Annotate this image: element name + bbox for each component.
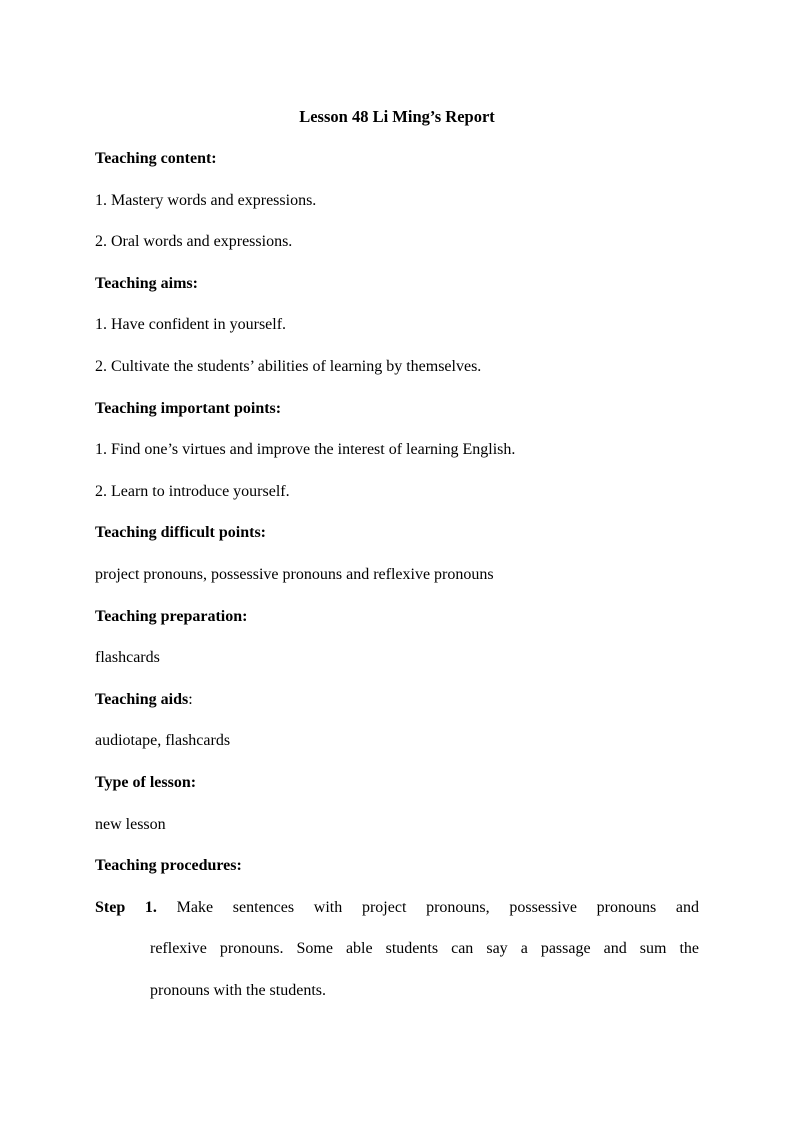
teaching-important-points-item-1: 1. Find one’s virtues and improve the interest of learning English. [95, 441, 516, 458]
step-1-line-3: pronouns with the students. [150, 982, 326, 999]
teaching-aids-text: audiotape, flashcards [95, 732, 231, 749]
page-title: Lesson 48 Li Ming’s Report [299, 107, 495, 126]
type-of-lesson-text: new lesson [95, 816, 166, 833]
step-1-line-2: reflexive pronouns. Some able students can say a passage and sum the [150, 940, 699, 957]
teaching-content-item-2: 2. Oral words and expressions. [95, 233, 293, 250]
teaching-preparation-text: flashcards [95, 649, 160, 666]
teaching-procedures-heading: Teaching procedures: [95, 857, 242, 874]
teaching-preparation-heading: Teaching preparation: [95, 608, 248, 625]
teaching-content-item-1: 1. Mastery words and expressions. [95, 192, 317, 209]
teaching-aids-colon: : [188, 691, 193, 708]
teaching-content-heading: Teaching content: [95, 150, 217, 167]
step-1-line-1 [95, 896, 699, 920]
teaching-difficult-points-text: project pronouns, possessive pronouns and reflexive pronouns [95, 566, 494, 583]
teaching-difficult-points-heading: Teaching difficult points: [95, 524, 266, 541]
type-of-lesson-heading: Type of lesson: [95, 774, 197, 791]
teaching-aims-heading: Teaching aims: [95, 275, 198, 292]
teaching-aids-heading: Teaching aids [95, 691, 189, 708]
teaching-important-points-heading: Teaching important points: [95, 400, 282, 417]
teaching-important-points-item-2: 2. Learn to introduce yourself. [95, 483, 290, 500]
teaching-aims-item-1: 1. Have confident in yourself. [95, 316, 287, 333]
teaching-aids-heading-line [95, 688, 193, 712]
step-1-label: Step 1. [95, 899, 157, 916]
teaching-aims-item-2: 2. Cultivate the students’ abilities of learning by themselves. [95, 358, 482, 375]
step-1-text-line-1: Make sentences with project pronouns, possessive pronouns and [176, 899, 699, 916]
